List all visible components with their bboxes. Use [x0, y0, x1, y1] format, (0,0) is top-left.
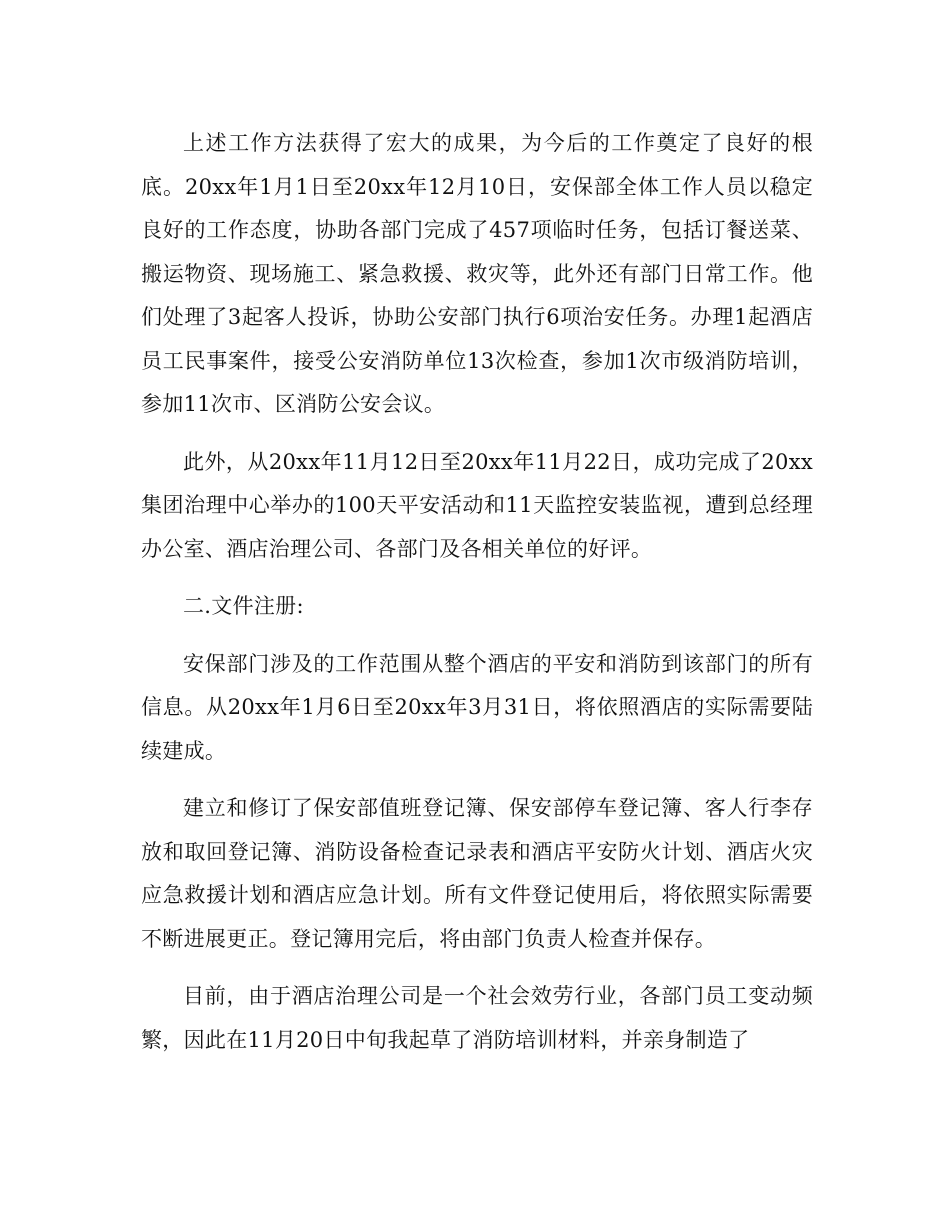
- paragraph-work-results: 上述工作方法获得了宏大的成果，为今后的工作奠定了良好的根底。20xx年1月1日至20xx年12月10日，安保部全体工作人员以稳定良好的工作态度，协助各部门完成了457项临时任务，包括订餐送菜、搬运物资、现场施工、紧急救援、救灾等，此外还有部门日常工作。他们处理了3起客人投诉，协助公安部门执行6项治安任务。办理1起酒店员工民事案件，接受公安消防单位13次检查，参加1次市级消防培训，参加11次市、区消防公安会议。: [141, 131, 813, 416]
- paragraph-fire-training: 目前，由于酒店治理公司是一个社会效劳行业，各部门员工变动频繁，因此在11月20日中旬我起草了消防培训材料，并亲身制造了: [141, 984, 813, 1052]
- paragraph-work-scope: 安保部门涉及的工作范围从整个酒店的平安和消防到该部门的所有信息。从20xx年1月6日至20xx年3月31日，将依照酒店的实际需要陆续建成。: [141, 651, 813, 763]
- paragraph-registers: 建立和修订了保安部值班登记簿、保安部停车登记簿、客人行李存放和取回登记簿、消防设备检查记录表和酒店平安防火计划、酒店火灾应急救援计划和酒店应急计划。所有文件登记使用后，将依照实际需要不断进展更正。登记簿用完后，将由部门负责人检查并保存。: [141, 796, 813, 951]
- section-heading-file-registration: 二.文件注册:: [183, 594, 304, 618]
- paragraph-additional-activities: 此外，从20xx年11月12日至20xx年11月22日，成功完成了20xx集团治理中心举办的100天平安活动和11天监控安装监视，遭到总经理办公室、酒店治理公司、各部门及各相关单位的好评。: [141, 449, 813, 561]
- document-body: [141, 122, 813, 1076]
